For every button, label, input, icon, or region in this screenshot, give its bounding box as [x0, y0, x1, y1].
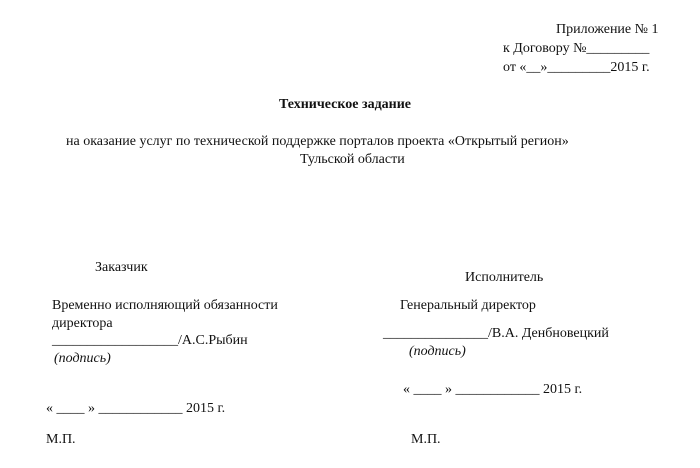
customer-signature-caption: (подпись)	[54, 351, 111, 366]
document-subtitle-line2: Тульской области	[300, 152, 405, 167]
contract-reference: к Договору №_________	[503, 41, 650, 56]
customer-signature-line: __________________/А.С.Рыбин	[52, 333, 248, 348]
appendix-label: Приложение № 1	[556, 22, 659, 37]
customer-position-line2: директора	[52, 316, 113, 331]
customer-seal: М.П.	[46, 432, 76, 447]
contractor-heading: Исполнитель	[465, 270, 544, 285]
contractor-seal: М.П.	[411, 432, 441, 447]
customer-position-line1: Временно исполняющий обязанности	[52, 298, 278, 313]
contractor-signature-caption: (подпись)	[409, 344, 466, 359]
customer-date-line: « ____ » ____________ 2015 г.	[46, 401, 226, 416]
customer-heading: Заказчик	[95, 260, 148, 275]
document-subtitle-line1: на оказание услуг по технической поддержке порталов проекта «Открытый регион»	[66, 134, 569, 149]
contractor-signature-line: _______________/В.А. Денбновецкий	[383, 326, 609, 341]
contractor-position: Генеральный директор	[400, 298, 536, 313]
document-title: Техническое задание	[279, 97, 412, 112]
contract-date: от «__»_________2015 г.	[503, 60, 650, 75]
contractor-date-line: « ____ » ____________ 2015 г.	[403, 382, 583, 397]
